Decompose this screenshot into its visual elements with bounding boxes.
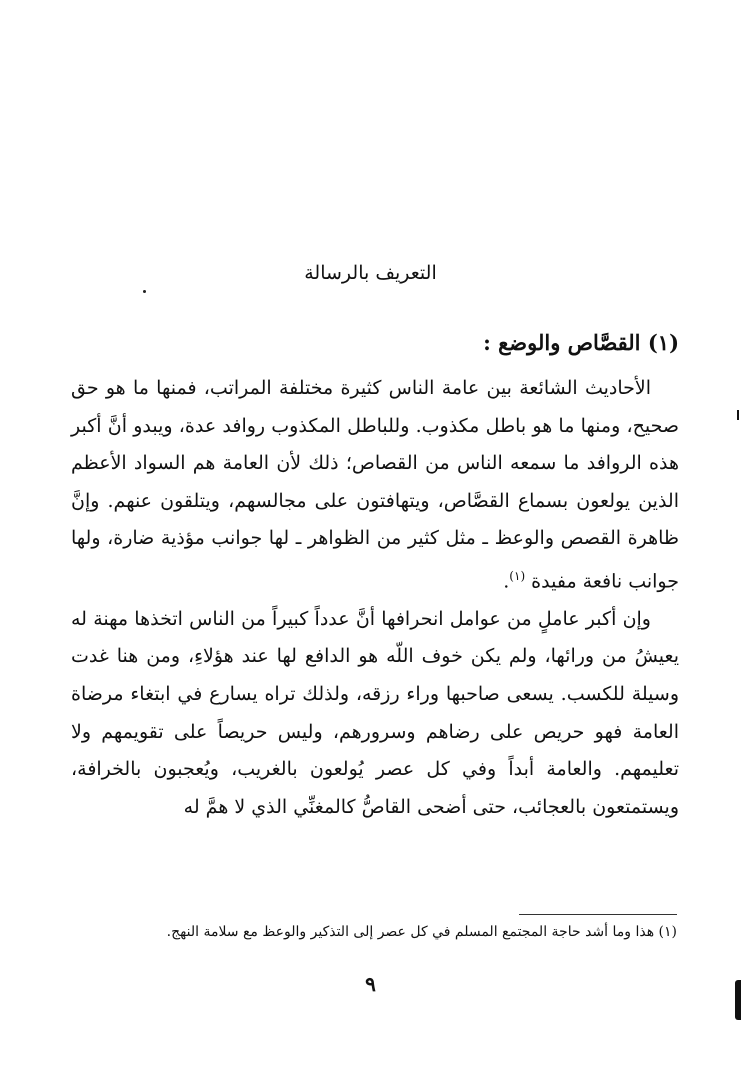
page-number: ٩	[365, 972, 376, 996]
paragraph-1	[71, 370, 679, 601]
body-text	[71, 370, 679, 826]
running-head	[0, 262, 741, 284]
running-head-text: التعريف بالرسالة	[304, 262, 437, 284]
stray-dot	[143, 290, 146, 293]
footnote: (١) هذا وما أشد حاجة المجتمع المسلم في كل عصر إلى التذكير والوعظ مع سلامة النهج.	[166, 924, 677, 940]
paragraph-2	[71, 601, 679, 827]
paragraph-1-text: الأحاديث الشائعة بين عامة الناس كثيرة مختلفة المراتب، فمنها ما هو حق صحيح، ومنها ما هو باطل مكذوب. وللباطل المكذوب روافد عدة، ويبدو أنَّ أكبر هذه الروافد ما سمعه الناس من القصاص؛ ذلك لأن العامة هم السواد الأعظم الذين يولعون بسماع القصَّاص، ويتهافتون على مجالسهم، ويتلقون عنهم. وإنَّ ظاهرة القصص والوعظ ـ مثل كثير من الظواهر ـ لها جوانب مؤذية ضارة، ولها جوانب نافعة مفيدة	[71, 377, 679, 593]
paragraph-1-end: .	[503, 570, 510, 593]
footnote-divider	[519, 914, 677, 915]
section-heading: (١) القصَّاص والوضع :	[483, 330, 679, 355]
scan-edge-tick	[737, 410, 739, 420]
footnote-reference: (١)	[509, 568, 526, 583]
paragraph-2-text: وإن أكبر عاملٍ من عوامل انحرافها أنَّ عدداً كبيراً من الناس اتخذها مهنة له يعيشُ من ورائها، ولم يكن خوف اللّه هو الدافع لها عند هؤلاءِ، ومن هنا غدت وسيلة للكسب. يسعى صاحبها وراء رزقه، ولذلك تراه يسارع في ابتغاء مرضاة العامة فهو حريص على رضاهم وسرورهم، وليس حريصاً على تقويمهم ولا تعليمهم. والعامة أبداً وفي كل عصر يُولعون بالغريب، ويُعجبون بالخرافة، ويستمتعون بالعجائب، حتى أضحى القاصُّ كالمغنِّي الذي لا همَّ له	[71, 607, 679, 818]
scan-edge-mark	[735, 980, 741, 1020]
